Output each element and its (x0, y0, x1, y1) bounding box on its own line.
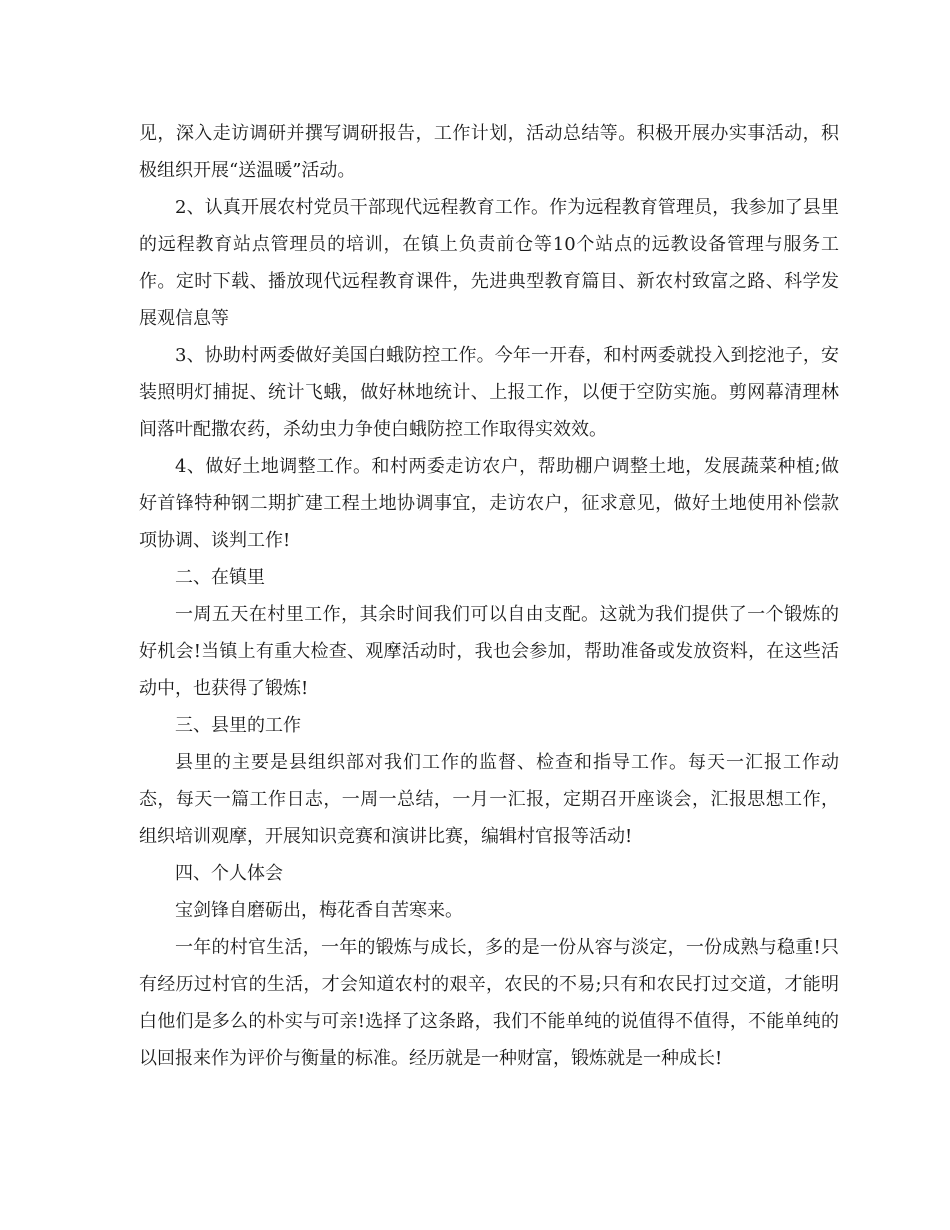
paragraph-motto: 宝剑锋自磨砺出，梅花香自苦寒来。 (175, 900, 463, 921)
paragraph-continuation: 见，深入走访调研并撰写调研报告，工作计划，活动总结等。积极开展办实事活动，积极组织开展“送温暖”活动。 (139, 123, 839, 181)
section-heading-county: 三、县里的工作 (175, 715, 301, 736)
paragraph-reflection: 一年的村官生活，一年的锻炼与成长，多的是一份从容与淡定，一份成熟与稳重!只有经历过村官的生活，才会知道农村的艰辛，农民的不易;只有和农民打过交道，才能明白他们是多么的朴实与可亲!选择了这条路，我们不能单纯的说值得不值得，不能单纯的以回报来作为评价与衡量的标准。经历就是一种财富，锻炼就是一种成长! (139, 937, 839, 1069)
paragraph-item-3: 3、协助村两委做好美国白蛾防控工作。今年一开春，和村两委就投入到挖池子，安装照明灯捕捉、统计飞蛾，做好林地统计、上报工作，以便于空防实施。剪网幕清理林间落叶配撒农药，杀幼虫力争使白蛾防控工作取得实效效。 (139, 345, 839, 440)
paragraph-item-4: 4、做好土地调整工作。和村两委走访农户，帮助棚户调整土地，发展蔬菜种植;做好首锋特种钢二期扩建工程土地协调事宜，走访农户，征求意见，做好土地使用补偿款项协调、谈判工作! (139, 456, 839, 551)
paragraph-town-work: 一周五天在村里工作，其余时间我们可以自由支配。这就为我们提供了一个锻炼的好机会!当镇上有重大检查、观摩活动时，我也会参加，帮助准备或发放资料，在这些活动中，也获得了锻炼! (139, 604, 839, 699)
section-heading-town: 二、在镇里 (175, 567, 265, 588)
paragraph-county-work: 县里的主要是县组织部对我们工作的监督、检查和指导工作。每天一汇报工作动态，每天一篇工作日志，一周一总结，一月一汇报，定期召开座谈会，汇报思想工作，组织培训观摩，开展知识竞赛和演讲比赛，编辑村官报等活动! (139, 752, 839, 847)
section-heading-personal: 四、个人体会 (175, 863, 283, 884)
paragraph-item-2: 2、认真开展农村党员干部现代远程教育工作。作为远程教育管理员，我参加了县里的远程教育站点管理员的培训，在镇上负责前仓等10个站点的远教设备管理与服务工作。定时下载、播放现代远程教育课件，先进典型教育篇目、新农村致富之路、科学发展观信息等 (139, 197, 839, 329)
document-body (139, 115, 839, 1077)
